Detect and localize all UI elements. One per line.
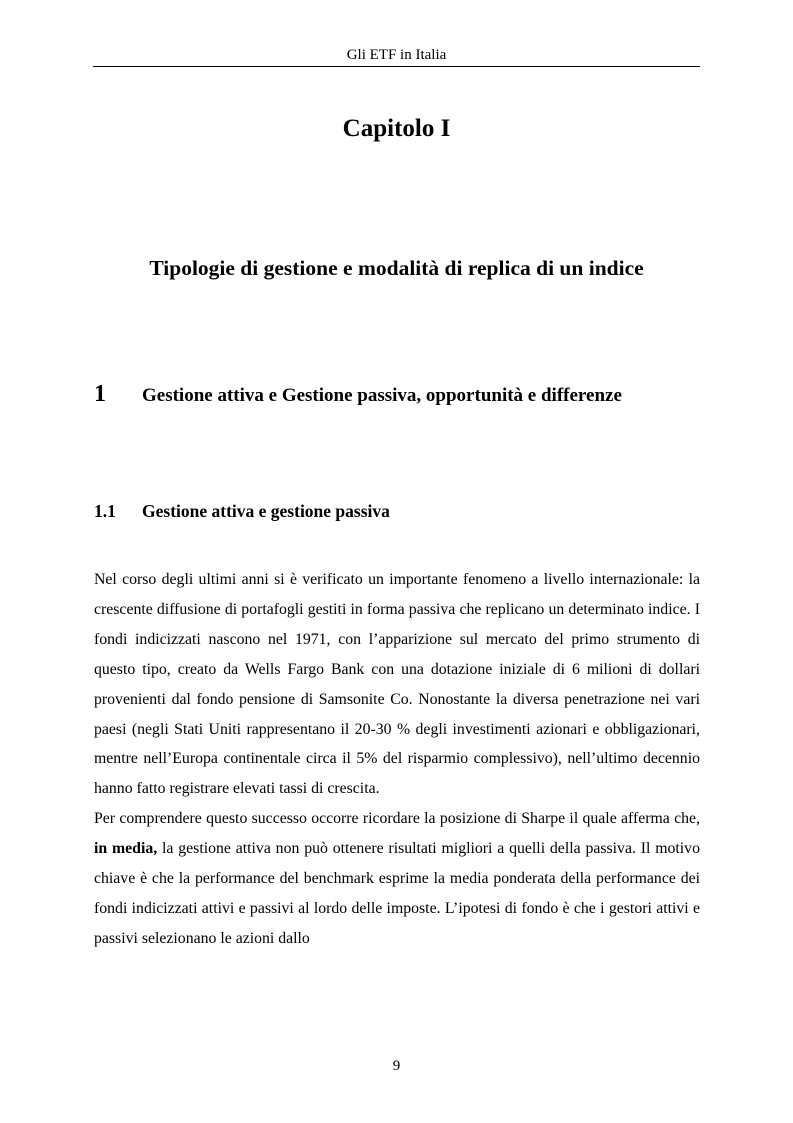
body-text [94,565,700,954]
subsection-heading [94,501,704,522]
section-heading [94,381,704,408]
paragraph-2-end: la gestione attiva non può ottenere risultati migliori a quelli della passiva. Il motivo chiave è che la performance del benchmark esprime la media ponderata della performance dei fondi indicizzati attivi e passivi al lordo delle imposte. L’ipotesi di fondo è che i gestori attivi e passivi selezionano le azioni dallo [94,840,700,947]
paragraph-1: Nel corso degli ultimi anni si è verificato un importante fenomeno a livello internazionale: la crescente diffusione di portafogli gestiti in forma passiva che replicano un determinato indice. I fondi indicizzati nascono nel 1971, con l’apparizione sul mercato del primo strumento di questo tipo, creato da Wells Fargo Bank con una dotazione iniziale di 6 milioni di dollari provenienti dal fondo pensione di Samsonite Co. Nonostante la diversa penetrazione nei vari paesi (negli Stati Uniti rappresentano il 20-30 % degli investimenti azionari e obbligazionari, mentre nell’Europa continentale circa il 5% del risparmio complessivo), nell’ultimo decennio hanno fatto registrare elevati tassi di crescita. [94,571,700,798]
header-rule [93,66,700,67]
page-number: 9 [392,1058,401,1074]
paragraph-2-start: Per comprendere questo successo occorre ricordare la posizione di Sharpe il quale afferma che, [94,810,700,828]
section-title: Gestione attiva e Gestione passiva, opportunità e differenze [142,385,622,406]
paragraph-2-emphasis: in media, [94,840,158,858]
paragraph-2 [94,804,700,954]
subsection-number: 1.1 [94,501,116,521]
subsection-title: Gestione attiva e gestione passiva [142,501,390,521]
section-number: 1 [94,381,106,407]
chapter-subtitle: Tipologie di gestione e modalità di replica di un indice [149,256,644,280]
chapter-title: Capitolo I [342,115,451,142]
running-header: Gli ETF in Italia [346,47,447,63]
